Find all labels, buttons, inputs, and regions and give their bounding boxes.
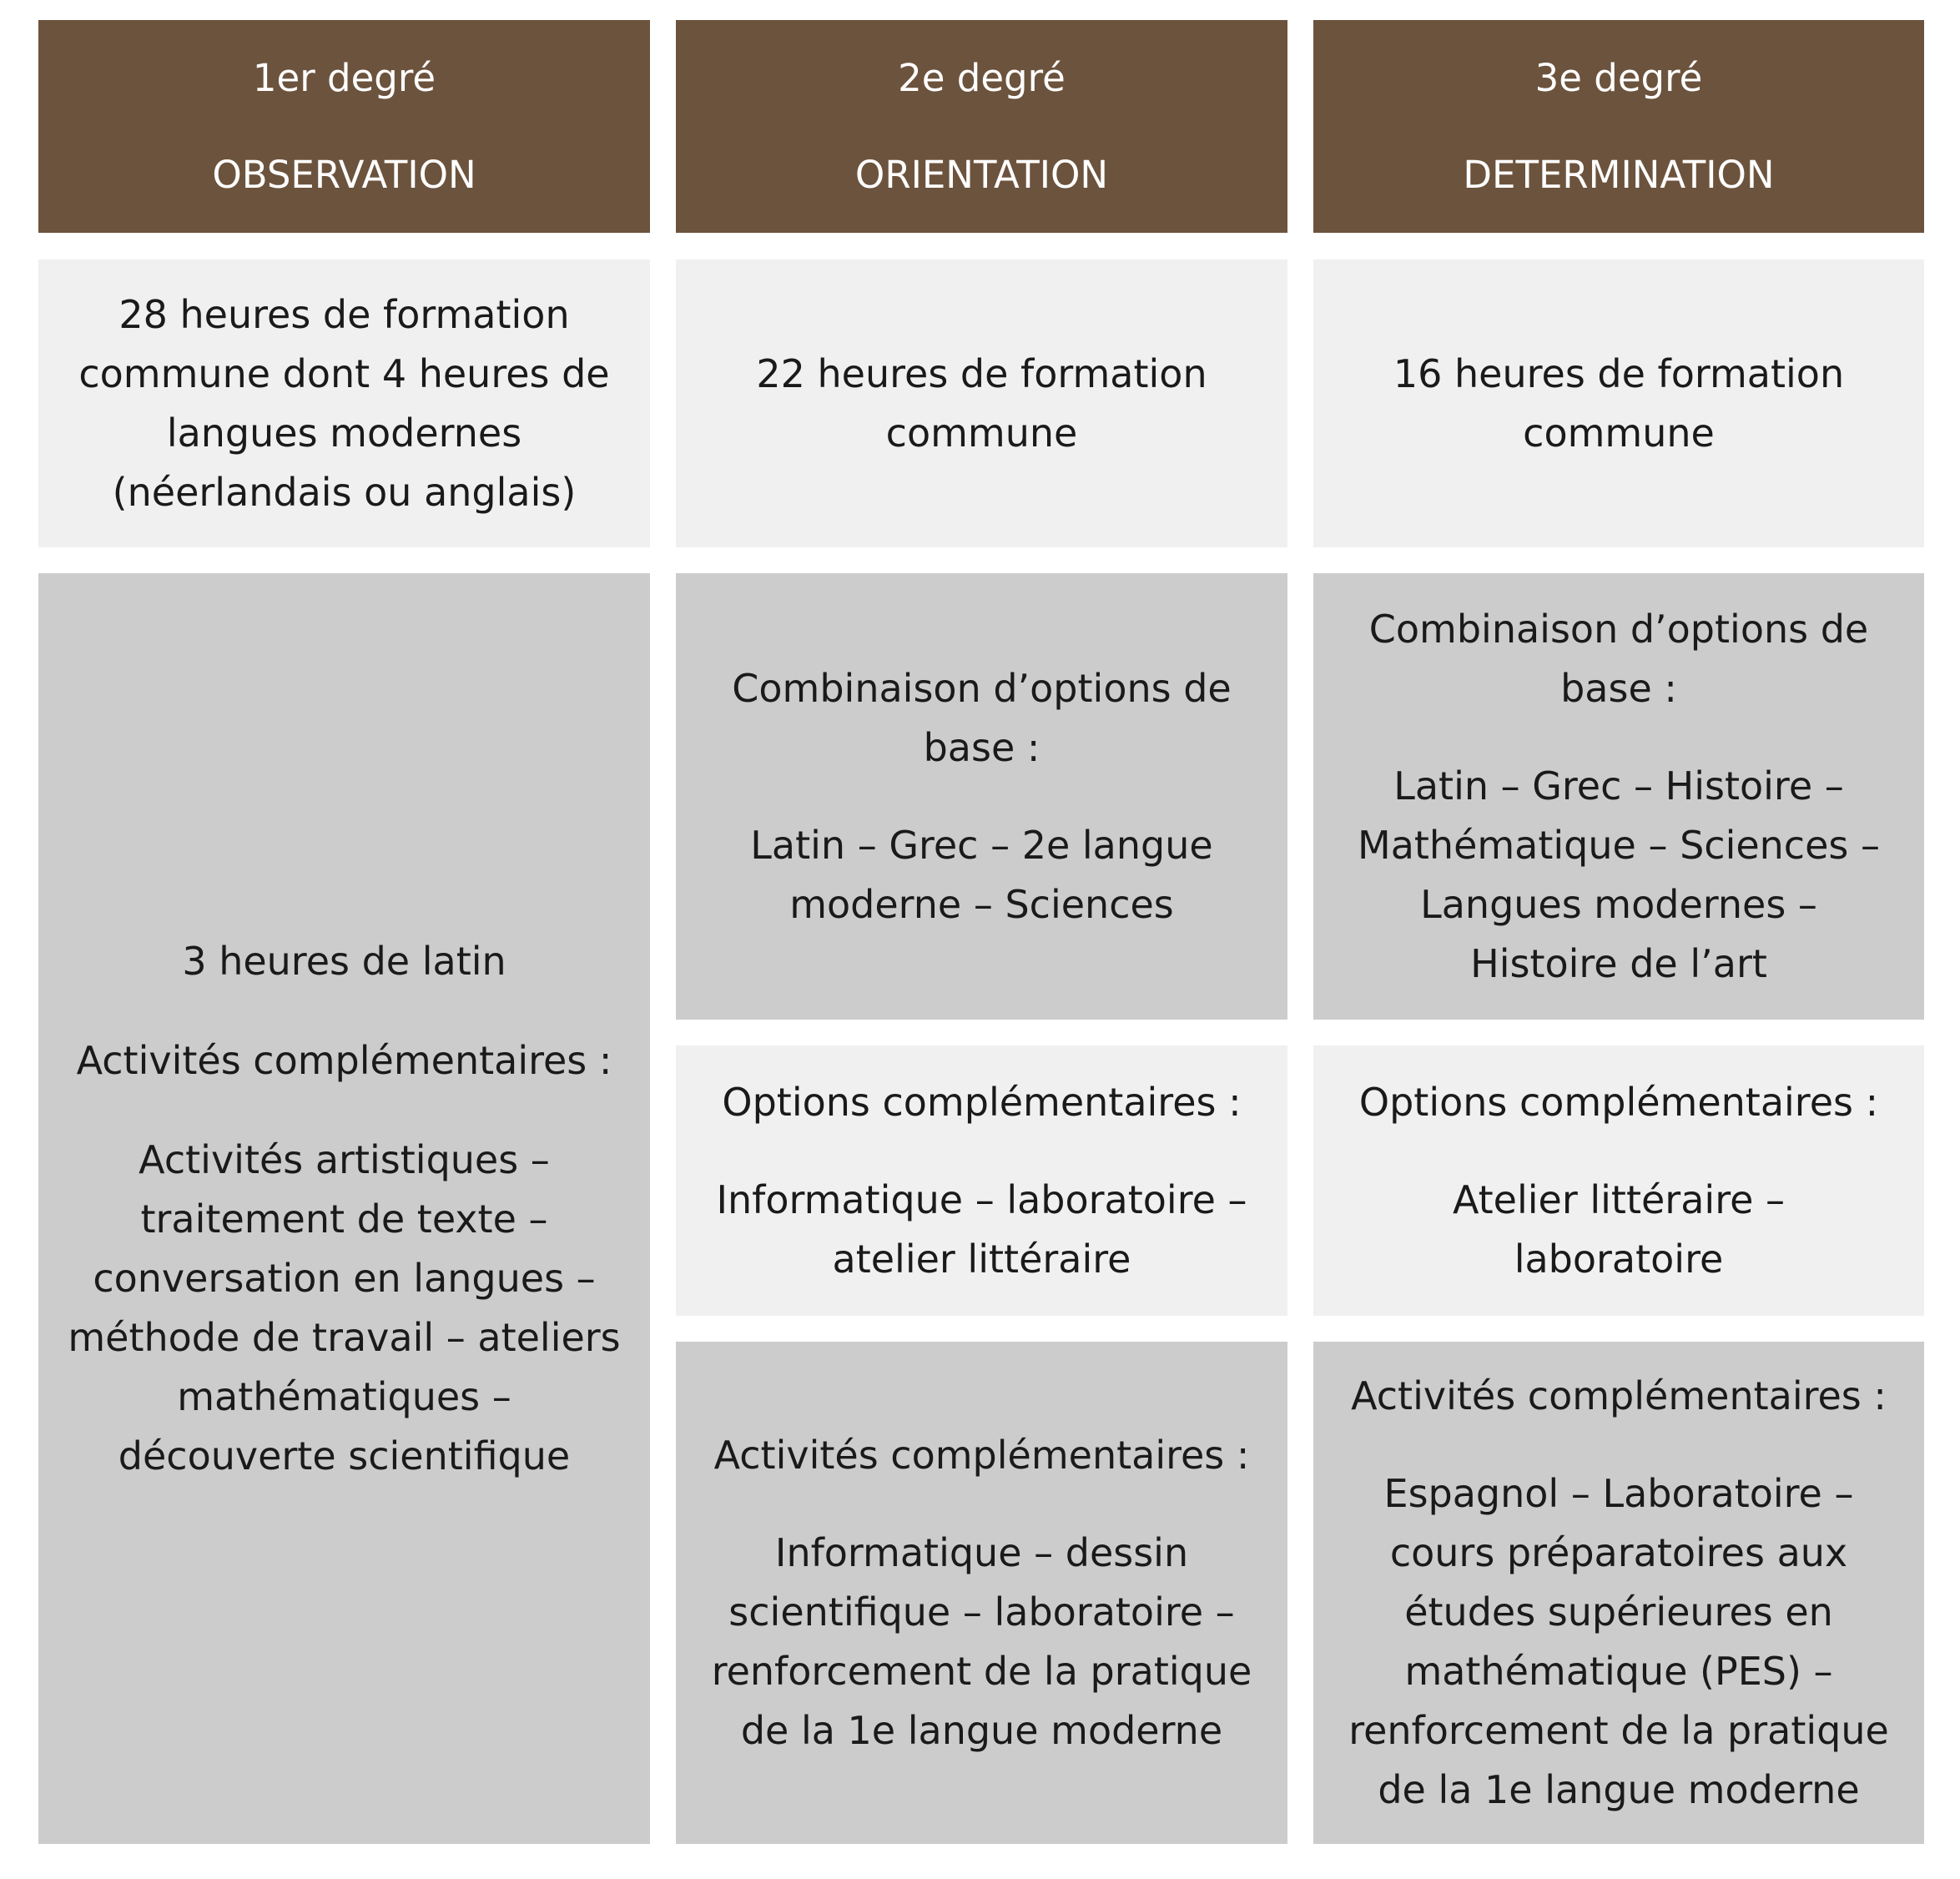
base-options-title: Combinaison d’options de base : bbox=[732, 665, 1232, 770]
col3-base-options-cell bbox=[1313, 573, 1924, 1020]
degree-label: 3e degré bbox=[1534, 55, 1703, 100]
common-formation-cell-1 bbox=[38, 259, 650, 547]
common-formation-cell-3 bbox=[1313, 259, 1924, 547]
col3-complementary-options-cell bbox=[1313, 1045, 1924, 1316]
col2-base-options-cell bbox=[676, 573, 1287, 1020]
base-options-text: Latin – Grec – 2e langue moderne – Sciences bbox=[750, 822, 1213, 927]
complementary-options-title: Options complémentaires : bbox=[1358, 1079, 1879, 1125]
degree-label: 1er degré bbox=[252, 55, 436, 100]
activities-title: Activités complémentaires : bbox=[76, 1037, 612, 1083]
activities-text: Informatique – dessin scientifique – laboratoire – renforcement de la pratique de la 1e langue moderne bbox=[711, 1529, 1252, 1753]
common-formation-text: 22 heures de formation commune bbox=[756, 350, 1207, 456]
activities-title: Activités complémentaires : bbox=[1351, 1373, 1887, 1418]
base-options-text: Latin – Grec – Histoire – Mathématique – Sciences – Langues modernes – Histoire de l’art bbox=[1358, 763, 1880, 986]
complementary-options-title: Options complémentaires : bbox=[722, 1079, 1242, 1125]
common-formation-text: 28 heures de formation commune dont 4 heures de langues modernes (néerlandais ou anglais) bbox=[78, 291, 610, 515]
col3-activities-cell bbox=[1313, 1342, 1924, 1844]
latin-hours-text: 3 heures de latin bbox=[182, 938, 506, 984]
phase-label: ORIENTATION bbox=[854, 152, 1109, 197]
complementary-options-text: Atelier littéraire – laboratoire bbox=[1452, 1176, 1786, 1282]
header-1er-degre bbox=[38, 20, 650, 233]
common-formation-text: 16 heures de formation commune bbox=[1393, 350, 1845, 456]
col2-activities-cell bbox=[676, 1342, 1287, 1844]
phase-label: DETERMINATION bbox=[1463, 152, 1775, 197]
complementary-options-text: Informatique – laboratoire – atelier littéraire bbox=[716, 1176, 1247, 1282]
phase-label: OBSERVATION bbox=[212, 152, 476, 197]
common-formation-cell-2 bbox=[676, 259, 1287, 547]
activities-title: Activités complémentaires : bbox=[713, 1432, 1250, 1478]
col2-complementary-options-cell bbox=[676, 1045, 1287, 1316]
col1-options-cell bbox=[38, 573, 650, 1844]
header-3e-degre bbox=[1313, 20, 1924, 233]
activities-text: Activités artistiques – traitement de texte – conversation en langues – méthode de travail – ateliers mathématiques – découverte scientifique bbox=[68, 1136, 621, 1479]
base-options-title: Combinaison d’options de base : bbox=[1368, 606, 1869, 711]
degree-label: 2e degré bbox=[898, 55, 1066, 100]
activities-text: Espagnol – Laboratoire – cours préparatoires aux études supérieures en mathématique (PES) – renforcement de la pratique de la 1e langue moderne bbox=[1348, 1470, 1889, 1812]
header-2e-degre bbox=[676, 20, 1287, 233]
